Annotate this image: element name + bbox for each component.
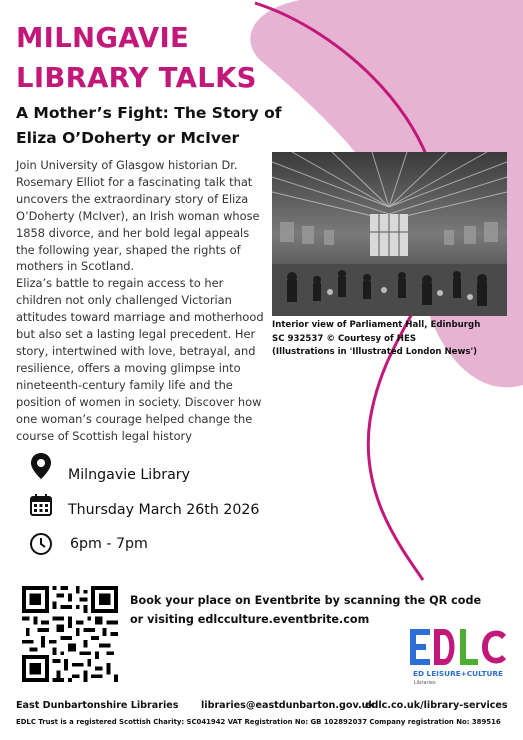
footer-charity-info: EDLC Trust is a registered Scottish Charity: SC041942 VAT Registration No: GB 102892037 Company registration No: 389516 (16, 718, 501, 726)
title-line-2: LIBRARY TALKS (16, 62, 257, 94)
description-paragraph-2: Eliza’s battle to regain access to her children not only challenged Victorian attitudes toward marriage and motherhood but also set a lasting legal precedent. Her story, intertwined with love, betrayal, and resilience, offers a moving glimpse into nineteenth-century family life and the position of women in society. Discover how one woman’s courage helped change the course of Scottish legal history (16, 276, 264, 443)
caption-line-1: Interior view of Parliament Hall, Edinburgh (272, 320, 481, 330)
talk-description (16, 157, 268, 444)
booking-line-2: or visiting edlcculture.eventbrite.com (130, 613, 370, 626)
talk-title-line-1: A Mother’s Fight: The Story of (16, 104, 282, 122)
edlc-logo (408, 625, 508, 687)
parliament-hall-illustration (272, 152, 507, 316)
talk-title (16, 101, 282, 151)
caption-line-3: (Illustrations in 'Illustrated London News') (272, 347, 478, 357)
logo-subline: Libraries (414, 680, 436, 686)
caption-line-2: SC 932537 © Courtesy of HES (272, 333, 417, 344)
date-row (26, 490, 56, 520)
event-location: Milngavie Library (68, 467, 191, 483)
booking-info (130, 591, 481, 629)
title-line-1: MILNGAVIE (16, 22, 190, 54)
footer-website-link[interactable]: edlc.co.uk/library-services (365, 700, 508, 711)
location-row (26, 451, 56, 481)
description-paragraph-1: Join University of Glasgow historian Dr. Rosemary Elliot for a fascinating talk that uncovers the extraordinary story of Eliza O’Doherty (McIver), an Irish woman whose 1858 divorce, and her bold legal appeals the following year, shaped the rights of mothers in Scotland. (16, 158, 260, 274)
time-row (26, 529, 56, 559)
calendar-icon (26, 490, 56, 520)
clock-icon (26, 529, 56, 559)
footer-org: East Dunbartonshire Libraries (16, 700, 179, 711)
eventbrite-qr-code[interactable] (22, 586, 118, 682)
talk-title-line-2: Eliza O’Doherty or McIver (16, 129, 240, 147)
page-title (16, 18, 257, 98)
event-date: Thursday March 26th 2026 (68, 502, 260, 518)
event-time: 6pm - 7pm (70, 536, 148, 552)
booking-line-1: Book your place on Eventbrite by scanning the QR code (130, 594, 482, 607)
logo-tagline: ED LEISURE+CULTURE (412, 669, 504, 678)
map-pin-icon (26, 451, 56, 481)
footer-email-link[interactable]: libraries@eastdunbarton.gov.uk (201, 700, 375, 711)
image-caption (272, 319, 512, 360)
